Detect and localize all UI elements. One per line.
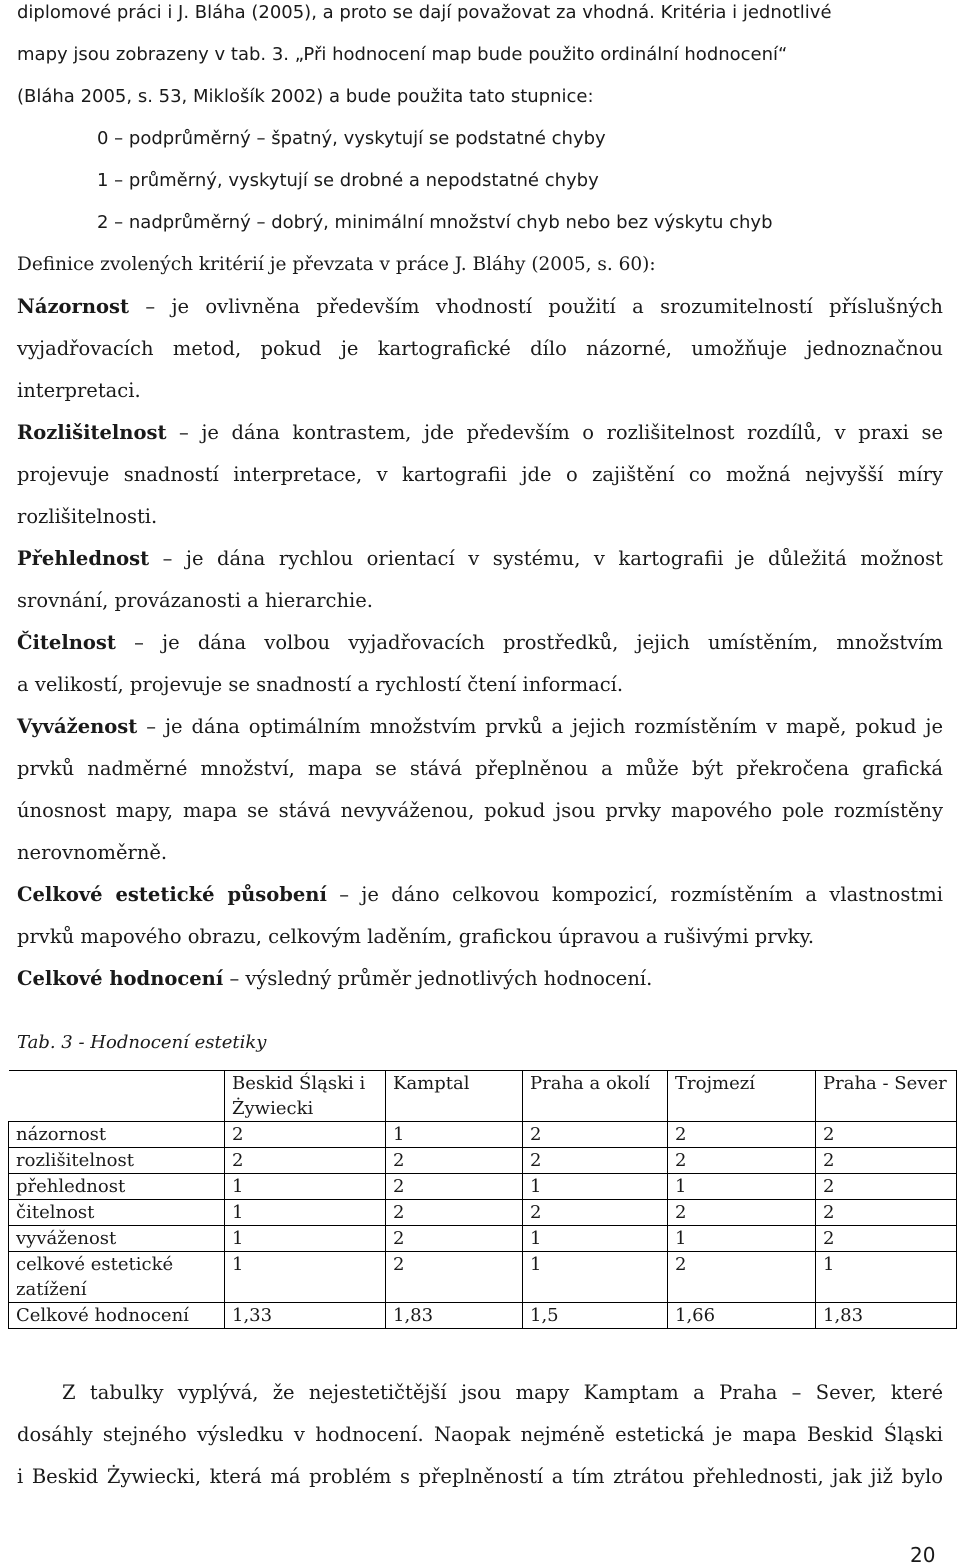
criterion-term: Vyváženost [17,715,138,738]
table-cell: čitelnost [9,1200,225,1226]
paragraph-line: interpretaci. [17,379,141,402]
table-header-cell: Praha a okolí [523,1071,668,1122]
table-cell: 1 [225,1174,386,1200]
table-cell: 1 [816,1252,957,1303]
paragraph-line: (Bláha 2005, s. 53, Miklošík 2002) a bude použita tato stupnice: [17,86,594,107]
table-cell: 1 [668,1174,816,1200]
table-cell: 2 [386,1226,523,1252]
scale-item-2: 2 – nadprůměrný – dobrý, minimální množství chyb nebo bez výskytu chyb [97,212,773,233]
table-header-cell: Trojmezí [668,1071,816,1122]
table-cell: 2 [816,1148,957,1174]
table-cell: 2 [816,1122,957,1148]
table-cell: 2 [668,1252,816,1303]
criterion-text: – je dána rychlou orientací v systému, v kartografii je důležitá možnost [149,547,943,570]
criterion-estetika [17,882,943,908]
paragraph-line: mapy jsou zobrazeny v tab. 3. „Při hodnocení map bude použito ordinální hodnocení“ [17,44,788,65]
evaluation-table [8,1070,957,1329]
criterion-vyvazenost [17,714,943,740]
criterion-text: – je dána kontrastem, jde především o rozlišitelnost rozdílů, v praxi se [166,421,943,444]
table-cell: 2 [668,1148,816,1174]
criterion-text: – je ovlivněna především vhodností použití a srozumitelností příslušných [128,295,943,318]
table-cell: 2 [816,1226,957,1252]
table-cell: 2 [523,1200,668,1226]
paragraph-line: diplomové práci i J. Bláha (2005), a proto se dají považovat za vhodná. Kritéria i jednotlivé [17,2,832,23]
table-cell: Celkové hodnocení [9,1303,225,1329]
paragraph-line: rozlišitelnosti. [17,505,158,528]
table-header-cell: Beskid Śląski i Żywiecki [225,1071,386,1122]
paragraph-line: únosnost mapy, mapa se stává nevyváženou, pokud jsou prvky mapového pole rozmístěny [17,799,943,822]
paragraph-line: vyjadřovacích metod, pokud je kartografické dílo názorné, umožňuje jednoznačnou [17,337,943,360]
paragraph-line: prvků nadměrné množství, mapa se stává přeplněnou a může být překročena grafická [17,757,943,780]
paragraph-line: srovnání, provázanosti a hierarchie. [17,589,374,612]
table-cell: 1,33 [225,1303,386,1329]
table-cell: 2 [225,1122,386,1148]
conclusion-line: i Beskid Żywiecki, která má problém s přeplněností a tím ztrátou přehlednosti, jak již bylo [17,1465,943,1488]
table-cell: názornost [9,1122,225,1148]
table-cell: 2 [523,1148,668,1174]
table-row [9,1252,957,1303]
table-cell: 1 [225,1252,386,1303]
table-row [9,1200,957,1226]
paragraph-line: nerovnoměrně. [17,841,168,864]
criterion-citelnost [17,630,943,656]
table-row [9,1122,957,1148]
criterion-text: – výsledný průměr jednotlivých hodnocení. [223,967,653,990]
criterion-term: Celkové estetické působení [17,883,327,906]
table-cell: 2 [386,1148,523,1174]
table-cell: 1,83 [816,1303,957,1329]
table-cell: 2 [523,1122,668,1148]
table-cell: přehlednost [9,1174,225,1200]
table-cell: 2 [386,1200,523,1226]
paragraph-line: prvků mapového obrazu, celkovým laděním, grafickou úpravou a rušivými prvky. [17,925,815,948]
criterion-term: Přehlednost [17,547,150,570]
conclusion-line: Z tabulky vyplývá, že nejestetičtější jsou mapy Kamptam a Praha – Sever, které [62,1381,943,1404]
table-header-cell: Praha - Sever [816,1071,957,1122]
table-cell: 1 [523,1252,668,1303]
conclusion-line: dosáhly stejného výsledku v hodnocení. Naopak nejméně estetická je mapa Beskid Śląski [17,1423,943,1446]
criterion-nazornost [17,294,943,320]
criterion-term: Názornost [17,295,129,318]
table-cell: 2 [816,1200,957,1226]
table-row [9,1226,957,1252]
definition-intro: Definice zvolených kritérií je převzata v práce J. Bláhy (2005, s. 60): [17,254,656,275]
criterion-term: Rozlišitelnost [17,421,167,444]
paragraph-line: projevuje snadností interpretace, v kartografii jde o zajištění co možná nejvyšší míry [17,463,943,486]
table-cell: 1 [668,1226,816,1252]
table-header-cell: Kamptal [386,1071,523,1122]
criterion-prehlednost [17,546,943,572]
criterion-text: – je dána volbou vyjadřovacích prostředků, jejich umístěním, množstvím [115,631,943,654]
table-row [9,1174,957,1200]
table-header-row [9,1071,957,1122]
criterion-term: Celkové hodnocení [17,967,224,990]
criterion-text: – je dána optimálním množstvím prvků a jejich rozmístěním v mapě, pokud je [137,715,943,738]
scale-item-1: 1 – průměrný, vyskytují se drobné a nepodstatné chyby [97,170,599,191]
table-cell: 2 [668,1122,816,1148]
table-cell: 1 [225,1226,386,1252]
table-cell: vyváženost [9,1226,225,1252]
table-cell: 1 [523,1174,668,1200]
criterion-rozlisitelnost [17,420,943,446]
table-cell: 1,66 [668,1303,816,1329]
table-cell: 1 [225,1200,386,1226]
table-caption: Tab. 3 - Hodnocení estetiky [17,1032,267,1053]
table-cell: 2 [386,1252,523,1303]
scale-item-0: 0 – podprůměrný – špatný, vyskytují se podstatné chyby [97,128,606,149]
table-row [9,1303,957,1329]
criterion-text: – je dáno celkovou kompozicí, rozmístěním a vlastnostmi [326,883,943,906]
table-row [9,1148,957,1174]
table-cell: 2 [386,1174,523,1200]
table-cell: 1,83 [386,1303,523,1329]
table-header-cell [9,1071,225,1122]
table-cell: 2 [225,1148,386,1174]
paragraph-line: a velikostí, projevuje se snadností a rychlostí čtení informací. [17,673,624,696]
page-number: 20 [910,1543,936,1567]
criterion-term: Čitelnost [17,631,116,654]
table-cell: 1 [523,1226,668,1252]
table-cell: celkové estetické zatížení [9,1252,225,1303]
table-cell: 2 [668,1200,816,1226]
table-cell: 1 [386,1122,523,1148]
table-cell: 1,5 [523,1303,668,1329]
table-cell: 2 [816,1174,957,1200]
criterion-hodnoceni [17,966,943,992]
table-cell: rozlišitelnost [9,1148,225,1174]
